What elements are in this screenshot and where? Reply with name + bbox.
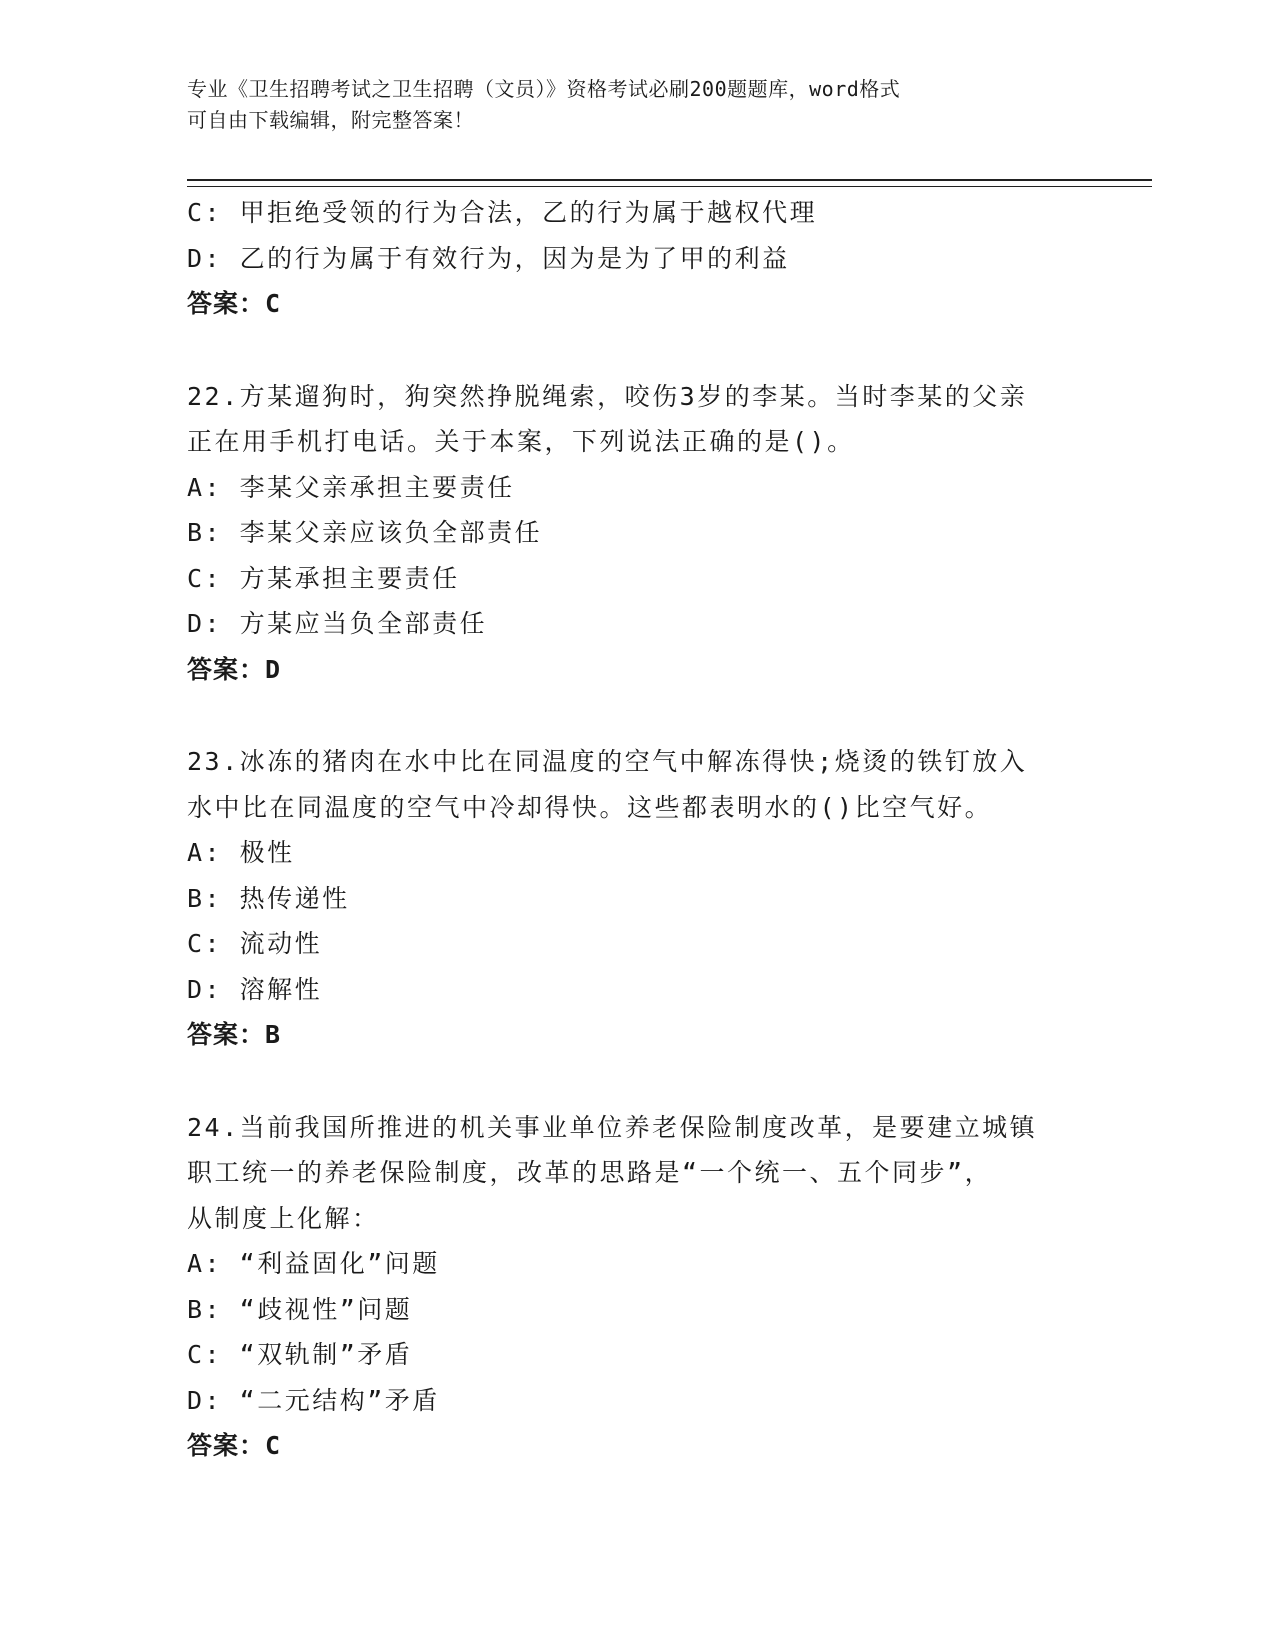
option-d: D: 方某应当负全部责任 [187,609,488,638]
question-stem-line: 从制度上化解： [187,1203,380,1233]
question-24 [187,1105,1087,1469]
option-a: A: 极性 [187,838,295,867]
answer: 答案：B [187,1020,282,1049]
option-d: D: 乙的行为属于有效行为，因为是为了甲的利益 [187,243,790,273]
question-22 [187,374,1087,693]
header-line-1: 专业《卫生招聘考试之卫生招聘（文员）》资格考试必刷200题题库，word格式 [187,77,901,101]
option-c: C: 甲拒绝受领的行为合法，乙的行为属于越权代理 [187,198,818,227]
answer: 答案：C [187,289,282,318]
option-b: B: 李某父亲应该负全部责任 [187,518,543,547]
header-line-2: 可自由下载编辑，附完整答案！ [187,108,474,132]
question-stem-line: 23.冰冻的猪肉在水中比在同温度的空气中解冻得快;烧烫的铁钉放入 [187,747,1028,776]
question-list [187,190,1087,1469]
question-23 [187,739,1087,1058]
answer: 答案：D [187,654,282,684]
option-c: C: 方某承担主要责任 [187,563,460,593]
option-a: A: “利益固化”问题 [187,1249,440,1278]
option-c: C: 流动性 [187,929,323,958]
option-b: B: 热传递性 [187,883,350,913]
question-stem-line: 24.当前我国所推进的机关事业单位养老保险制度改革，是要建立城镇 [187,1112,1038,1142]
option-d: D: “二元结构”矛盾 [187,1385,440,1415]
option-a: A: 李某父亲承担主要责任 [187,472,515,502]
question-stem-line: 22.方某遛狗时，狗突然挣脱绳索，咬伤3岁的李某。当时李某的父亲 [187,381,1028,411]
document-header [187,74,1087,136]
question-stem-line: 职工统一的养老保险制度，改革的思路是“一个统一、五个同步”， [187,1158,993,1187]
option-d: D: 溶解性 [187,974,323,1004]
option-c: C: “双轨制”矛盾 [187,1340,413,1369]
answer: 答案：C [187,1431,282,1460]
question-stem-line: 水中比在同温度的空气中冷却得快。这些都表明水的()比空气好。 [187,792,993,822]
question-stem-line: 正在用手机打电话。关于本案，下列说法正确的是()。 [187,427,855,456]
header-divider [187,179,1152,187]
option-b: B: “歧视性”问题 [187,1294,413,1324]
previous-question-tail [187,190,1087,327]
